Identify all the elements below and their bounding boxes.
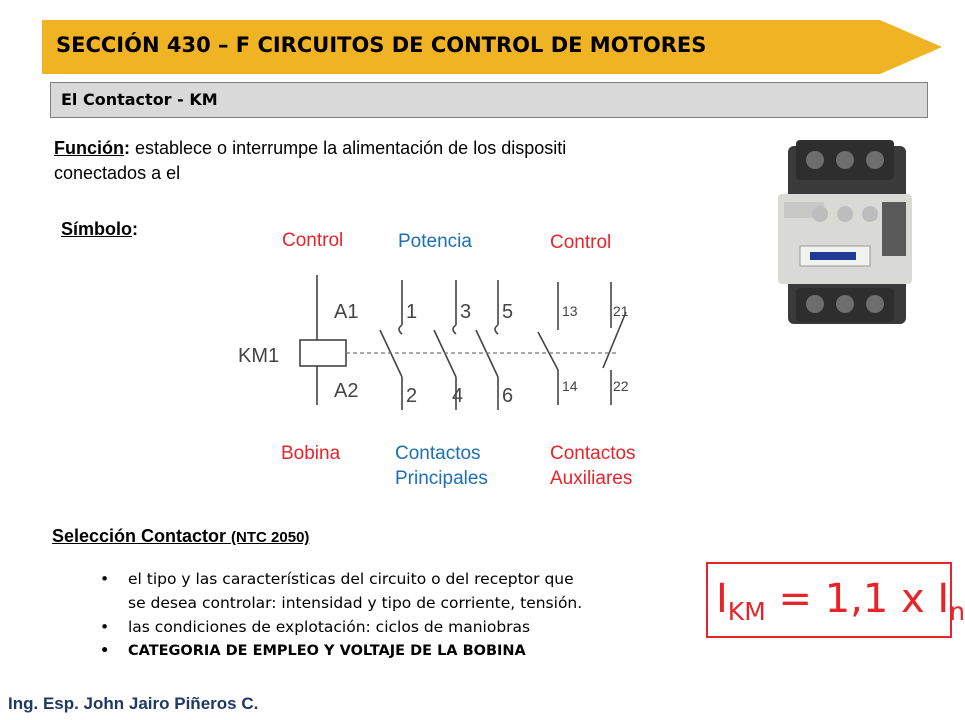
label-bobina: Bobina <box>281 443 341 464</box>
seleccion-heading: Selección Contactor (NTC 2050) <box>52 526 310 546</box>
simbolo-heading: Símbolo: <box>61 219 138 239</box>
funcion-line2: conectados a el <box>54 163 181 183</box>
terminal-13: 13 <box>562 303 578 319</box>
device-km1: KM1 <box>238 345 280 367</box>
terminal-3: 3 <box>460 301 472 323</box>
subheader-box <box>50 82 928 118</box>
terminal-2: 2 <box>406 385 418 407</box>
list-item: • el tipo y las características del circuito o del receptor que se desea controlar: intensidad y tipo de corriente, tensión. <box>100 567 710 615</box>
terminal-5: 5 <box>502 301 514 323</box>
funcion-label: Función <box>54 138 124 158</box>
section-banner <box>42 20 942 74</box>
funcion-paragraph: Función: establece o interrumpe la alimentación de los dispositi conectados a el <box>54 138 567 183</box>
section-title: SECCIÓN 430 – F CIRCUITOS DE CONTROL DE MOTORES <box>56 33 707 57</box>
label-control-right: Control <box>550 232 612 253</box>
contactor-photo <box>770 128 920 328</box>
label-control-left: Control <box>282 230 344 251</box>
seleccion-list <box>100 567 710 663</box>
formula-box <box>706 562 965 638</box>
simbolo-label: Símbolo <box>61 219 132 239</box>
label-contactos-principales: Contactos Principales <box>395 443 488 489</box>
contact-5-hook <box>495 325 498 334</box>
list-item: • las condiciones de explotación: ciclos de maniobras <box>100 615 710 639</box>
contactor-symbol-diagram <box>230 270 650 420</box>
subheader-title: El Contactor - KM <box>61 90 218 109</box>
aux-no-blade <box>538 332 558 370</box>
coil-symbol <box>300 340 346 366</box>
label-potencia: Potencia <box>398 231 472 252</box>
terminal-21: 21 <box>613 303 629 319</box>
terminal-4: 4 <box>452 385 464 407</box>
contact-1-hook <box>399 325 402 334</box>
label-contactos-auxiliares: Contactos Auxiliares <box>550 443 636 489</box>
footer-author: Ing. Esp. John Jairo Piñeros C. <box>8 694 259 713</box>
terminal-a1: A1 <box>334 301 359 323</box>
formula-ikm: $I_{KM} = 1,1$ x $I_n$ <box>716 576 965 626</box>
terminal-a2: A2 <box>334 380 359 402</box>
terminal-14: 14 <box>562 378 578 394</box>
terminal-1: 1 <box>406 301 418 323</box>
funcion-line1: establece o interrumpe la alimentación de los dispositi <box>130 138 567 158</box>
contact-3-hook <box>453 325 456 334</box>
list-item: • CATEGORIA DE EMPLEO Y VOLTAJE DE LA BOBINA <box>100 639 710 663</box>
ntc-reference: (NTC 2050) <box>231 529 310 546</box>
terminal-22: 22 <box>613 378 629 394</box>
aux-nc-blade <box>603 312 626 368</box>
terminal-6: 6 <box>502 385 514 407</box>
